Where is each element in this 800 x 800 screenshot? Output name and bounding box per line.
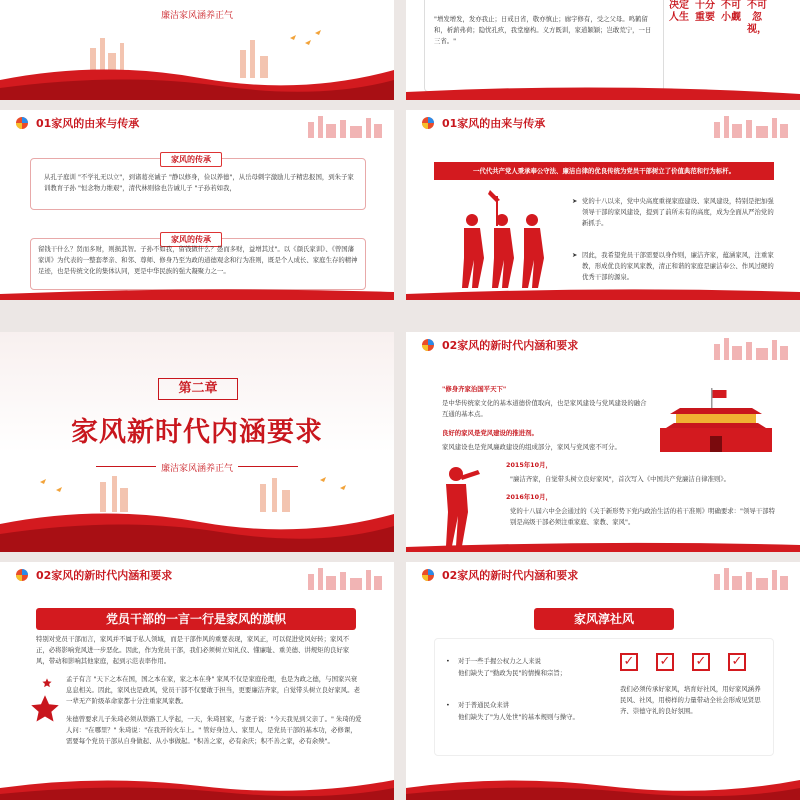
slide-header xyxy=(406,110,800,140)
chapter-label: 第二章 xyxy=(158,378,238,400)
slide-new-era-2 xyxy=(0,562,394,800)
section-title: 01家风的由来与传承 xyxy=(36,117,140,130)
tiananmen-illustration xyxy=(656,388,776,452)
star-icon xyxy=(30,694,60,724)
check-icon: ✓ xyxy=(656,653,674,671)
check-icon: ✓ xyxy=(692,653,710,671)
point-text-4: 党的十八届六中全会通过的《关于新形势下党内政治生活的若干准则》明确要求："领导干部特别是高级干部必须注重家庭、家教、家风"。 xyxy=(510,507,775,526)
right-text: 我们必须传承好家风，培育好社风，用好家风涵养民风、社风，用榜样的力量带动全社会形成见贤思齐、崇德守礼的良好氛围。 xyxy=(620,685,761,715)
banner: 一代代共产党人秉承奉公守法、廉洁自律的优良传统为党员干部树立了价值典范和行为标杆。 xyxy=(434,162,774,180)
section-title: 02家风的新时代内涵和要求 xyxy=(442,339,579,352)
slide-header xyxy=(0,110,394,140)
point-text-2: 家风建设也是党风廉政建设的组成部分，家风与党风密不可分。 xyxy=(442,443,621,451)
slide-new-era-1 xyxy=(406,332,800,552)
slide-header xyxy=(406,562,800,592)
party-para-2: 因此，我希望党员干部需要以身作则，廉洁齐家，蕴涵家风，注重家教，形成优良的家风家教，清正和谐的家庭是廉洁奉公、作风过硬的优秀干部的源泉。 xyxy=(582,251,774,281)
vertical-text-1: 决定人生 xyxy=(669,0,689,23)
box1-label: 家风的传承 xyxy=(160,152,222,167)
balloon-logo-icon xyxy=(14,116,30,132)
slide1-subtitle: 廉洁家风涵养正气 xyxy=(160,11,233,21)
balloon-logo-icon xyxy=(14,568,30,584)
red-ribbon-wave xyxy=(406,540,800,552)
slide-origin-party xyxy=(406,110,800,300)
bullet-arrow-icon: ➤ xyxy=(572,197,578,205)
point-heading-1: "修身齐家治国平天下" xyxy=(442,385,507,393)
balloon-logo-icon xyxy=(420,116,436,132)
point-text-3: "廉洁齐家，自觉带头树立良好家风"，首次写入《中国共产党廉洁自律准则》。 xyxy=(510,475,730,483)
red-ribbon-wave xyxy=(0,502,394,552)
bullet-arrow-icon: ➤ xyxy=(572,251,578,259)
divider-right xyxy=(238,466,298,467)
section-title: 02家风的新时代内涵和要求 xyxy=(36,569,173,582)
slide-new-era-3 xyxy=(406,562,800,800)
para-1: 特别对党员干部而言，家风并不属于私人领域，而是干部作风的重要表现，家风正，可以促进党风好转；家风不正，必将影响党风进一步恶化。因此，作为党员干部，我们必须树立知礼仪、懂廉耻、重美德、讲规矩的良好家风，带动和影响其他家庭，起到示范表率作用。 xyxy=(36,635,350,665)
slide-quote xyxy=(406,0,800,100)
slide-chapter-two xyxy=(0,332,394,552)
red-ribbon-wave xyxy=(0,770,394,800)
slide-header xyxy=(406,332,800,362)
red-ribbon-wave xyxy=(406,286,800,300)
chapter-subtitle: 廉洁家风涵养正气 xyxy=(160,464,233,474)
vertical-text-2: 十分重要 xyxy=(695,0,715,23)
para-2: 孟子有言 "天下之本在国，国之本在家，家之本在身" 家风不仅是家庭伦理，也是为政之德，与国家兴衰息息相关。因此，家风也是政风，党员干部不仅要敢于担当，更要廉洁齐家，自觉带头树立良好家风。老一辈无产阶级革命家都十分注重家风家教。 xyxy=(66,675,360,705)
box2-text: 留钱干什么？贤而多财，则损其智。子孙不如我，留钱做什么？愚而多财，益增其过"。以《颜氏家训》、《曾国藩家训》为代表的一整套孝亲、和邻、尊师、修身乃至为政的道德观念和行为准则，既是个人成长、家庭生存的精神足迹，也是传统文化的集体认同，更是中华民族的强大凝聚力之一。 xyxy=(38,245,358,275)
chapter-title: 家风新时代内涵要求 xyxy=(71,417,323,448)
red-ribbon-wave xyxy=(406,770,800,800)
date-2015: 2015年10月， xyxy=(506,461,552,469)
slide-cover-bottom xyxy=(0,0,394,100)
vertical-text-4: 不可忽视， xyxy=(747,0,767,35)
party-para-1: 党的十八以来，党中央高度重视家庭建设、家风建设，特别是把加强领导干部的家风建设，提到了前所未有的高度，成为全面从严治党的新抓手。 xyxy=(582,197,774,227)
left-line-1: 对于一些手握公权力之人来说 xyxy=(458,657,542,665)
section-title: 01家风的由来与传承 xyxy=(442,117,546,130)
left-line-2: 他们缺失了"勤政为民"的情操和宗旨； xyxy=(458,669,567,677)
check-icon: ✓ xyxy=(728,653,746,671)
section-title: 02家风的新时代内涵和要求 xyxy=(442,569,579,582)
date-2016: 2016年10月， xyxy=(506,493,552,501)
balloon-logo-icon xyxy=(420,338,436,354)
slide-header xyxy=(0,562,394,592)
red-ribbon-wave xyxy=(0,60,394,100)
city-skyline-icon xyxy=(298,112,388,138)
check-icon: ✓ xyxy=(620,653,638,671)
slide-origin-text xyxy=(0,110,394,300)
balloon-logo-icon xyxy=(420,568,436,584)
star-small-icon xyxy=(42,678,52,688)
box1-text: 从孔子庭训 "不学礼无以立"，到诸葛亮诫子 "静以修身，俭以养德"，从岳母刺字激励儿子精忠报国，到朱子家训教育子孙 "恒念物力维艰"，清代林则徐也告诫儿子 "子孙若如我， xyxy=(44,173,354,192)
city-skyline-icon xyxy=(704,334,794,360)
bullet-dot-icon: • xyxy=(446,657,450,665)
quote-text: "增发增发，发亦我止；日戒日省，敬亦慎止；廊宇修有，受之父母。鸣鹤留和，析薪弗荷；隐忧孔疚，我堂靡构。义方既训，家道颖颖；岂敢荒宁，一日三省。" xyxy=(434,15,652,45)
box2-label: 家风的传承 xyxy=(160,232,222,247)
red-ribbon-wave xyxy=(0,286,394,300)
soldiers-silhouette xyxy=(450,190,560,290)
city-skyline-icon xyxy=(704,564,794,590)
banner: 党员干部的一言一行是家风的旗帜 xyxy=(36,608,356,630)
point-heading-2: 良好的家风是党风建设的推进剂。 xyxy=(442,429,538,437)
point-text-1: 是中华传统家文化的基本道德价值取向，也是家风建设与党风建设的融合互通的基本点。 xyxy=(442,399,647,418)
para-3: 朱德曾要求儿子朱琦必须从铁路工人学起，一天，朱琦回家，与妻子说："今天我见到父亲了。" 朱琦的爱人问："在哪里？" 朱琦说："在我开的火车上。" 管好身边人、家里人，是党员干部的基本功，必修课，需要每个党员干部从自身做起、从小事做起。"积善之家，必有余庆；积不善之家，必有余殃"。 xyxy=(66,715,362,745)
banner: 家风淳社风 xyxy=(534,608,674,630)
trumpeter-silhouette xyxy=(432,464,482,548)
city-skyline-icon xyxy=(704,112,794,138)
red-ribbon-wave xyxy=(406,84,800,100)
vertical-text-3: 不可小觑 xyxy=(721,0,741,23)
bullet-dot-icon: • xyxy=(446,701,450,709)
left-line-4: 他们缺失了"为人处世"的基本规则与操守。 xyxy=(458,713,579,721)
city-skyline-icon xyxy=(298,564,388,590)
left-line-3: 对于普通民众来讲 xyxy=(458,701,510,709)
checkbox-row xyxy=(620,650,780,671)
